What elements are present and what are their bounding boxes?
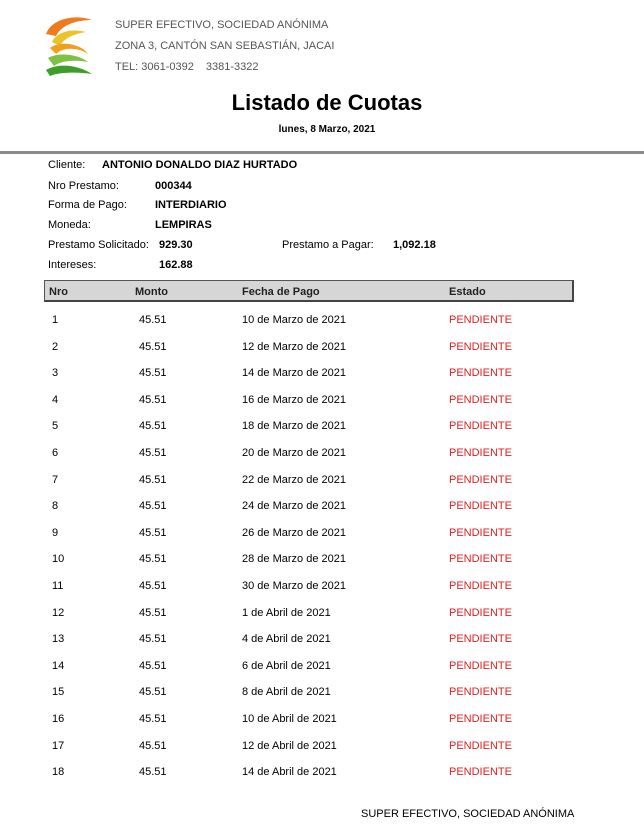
header-monto: Monto xyxy=(135,286,168,298)
cell-fecha: 24 de Marzo de 2021 xyxy=(242,500,346,513)
cell-estado: PENDIENTE xyxy=(449,659,512,672)
cell-monto: 45.51 xyxy=(139,633,167,646)
cell-monto: 45.51 xyxy=(139,686,167,699)
cell-monto: 45.51 xyxy=(139,766,167,779)
cell-fecha: 10 de Abril de 2021 xyxy=(242,713,337,725)
table-row xyxy=(0,420,644,446)
table-row xyxy=(0,367,644,393)
cell-nro: 15 xyxy=(52,686,65,699)
table-row xyxy=(0,500,644,526)
header-divider xyxy=(0,151,644,154)
cell-fecha: 6 de Abril de 2021 xyxy=(242,659,331,672)
cell-monto: 45.51 xyxy=(139,526,167,539)
cell-monto: 45.51 xyxy=(139,606,167,619)
company-logo-icon xyxy=(42,14,94,76)
table-row xyxy=(0,394,644,420)
company-header xyxy=(115,15,334,78)
cell-fecha: 14 de Abril de 2021 xyxy=(242,766,337,779)
cell-nro: 7 xyxy=(52,473,59,486)
table-row xyxy=(0,580,644,606)
cell-fecha: 10 de Marzo de 2021 xyxy=(242,314,346,326)
cell-monto: 45.51 xyxy=(139,367,167,380)
table-row xyxy=(0,447,644,473)
cell-monto: 45.51 xyxy=(139,340,167,353)
currency-label: Moneda: xyxy=(48,219,91,231)
cell-nro: 17 xyxy=(52,739,65,752)
cell-fecha: 1 de Abril de 2021 xyxy=(242,606,331,619)
cell-estado: PENDIENTE xyxy=(449,526,512,539)
cell-monto: 45.51 xyxy=(139,580,167,592)
cell-monto: 45.51 xyxy=(139,713,167,725)
table-row xyxy=(0,527,644,553)
cell-monto: 45.51 xyxy=(139,393,167,406)
cell-estado: PENDIENTE xyxy=(449,580,512,592)
requested-loan-label: Prestamo Solicitado: xyxy=(48,239,149,251)
cell-monto: 45.51 xyxy=(139,553,167,566)
cell-monto: 45.51 xyxy=(139,739,167,752)
footer-company: SUPER EFECTIVO, SOCIEDAD ANÓNIMA xyxy=(361,808,575,820)
cell-estado: PENDIENTE xyxy=(449,686,512,699)
interest-label: Intereses: xyxy=(48,259,97,271)
cell-nro: 18 xyxy=(52,766,65,779)
cell-estado: PENDIENTE xyxy=(449,606,512,619)
cell-estado: PENDIENTE xyxy=(449,500,512,513)
header-nro: Nro xyxy=(49,286,68,298)
table-row xyxy=(0,607,644,633)
cell-nro: 3 xyxy=(52,367,59,380)
loan-to-pay-value: 1,092.18 xyxy=(393,239,436,251)
loan-number-value: 000344 xyxy=(155,180,192,192)
company-phones xyxy=(115,57,334,78)
currency-value: LEMPIRAS xyxy=(155,219,212,231)
table-row xyxy=(0,341,644,367)
header-estado: Estado xyxy=(449,286,486,298)
table-row xyxy=(0,740,644,766)
cell-nro: 8 xyxy=(52,500,59,513)
table-row xyxy=(0,633,644,659)
company-phone-2: 3381-3322 xyxy=(205,61,259,73)
cell-estado: PENDIENTE xyxy=(449,739,512,752)
client-label: Cliente: xyxy=(48,159,86,171)
report-title: Listado de Cuotas xyxy=(231,90,423,115)
cell-estado: PENDIENTE xyxy=(449,393,512,406)
cell-nro: 16 xyxy=(52,713,65,725)
header-fecha: Fecha de Pago xyxy=(242,286,320,298)
interest-value: 162.88 xyxy=(159,259,193,271)
cell-estado: PENDIENTE xyxy=(449,553,512,566)
cell-fecha: 26 de Marzo de 2021 xyxy=(242,526,346,539)
cell-monto: 45.51 xyxy=(139,500,167,513)
company-phone-1: TEL: 3061-0392 xyxy=(115,61,194,73)
cell-fecha: 20 de Marzo de 2021 xyxy=(242,447,346,459)
cell-nro: 13 xyxy=(52,633,65,646)
cell-nro: 9 xyxy=(52,526,59,539)
company-name: SUPER EFECTIVO, SOCIEDAD ANÓNIMA xyxy=(115,19,329,31)
cell-nro: 10 xyxy=(52,553,65,566)
cell-estado: PENDIENTE xyxy=(449,314,512,326)
cell-estado: PENDIENTE xyxy=(449,340,512,353)
client-name: ANTONIO DONALDO DIAZ HURTADO xyxy=(102,159,298,171)
table-row xyxy=(0,314,644,340)
table-row xyxy=(0,686,644,712)
cell-fecha: 14 de Marzo de 2021 xyxy=(242,367,346,380)
cell-monto: 45.51 xyxy=(139,420,167,433)
payment-form-label: Forma de Pago: xyxy=(48,199,127,211)
table-header xyxy=(44,280,574,302)
payment-form-value: INTERDIARIO xyxy=(155,199,227,211)
cell-nro: 2 xyxy=(52,340,59,353)
cell-fecha: 4 de Abril de 2021 xyxy=(242,633,331,646)
report-date: lunes, 8 Marzo, 2021 xyxy=(278,124,376,135)
cell-monto: 45.51 xyxy=(139,659,167,672)
cell-monto: 45.51 xyxy=(139,314,167,326)
cell-nro: 4 xyxy=(52,393,59,406)
cell-estado: PENDIENTE xyxy=(449,367,512,380)
cell-nro: 11 xyxy=(52,580,64,592)
cell-estado: PENDIENTE xyxy=(449,633,512,646)
table-row xyxy=(0,713,644,739)
cell-fecha: 28 de Marzo de 2021 xyxy=(242,553,346,566)
requested-loan-value: 929.30 xyxy=(159,239,193,251)
table-row xyxy=(0,766,644,792)
cell-nro: 14 xyxy=(52,659,65,672)
cell-nro: 6 xyxy=(52,447,59,459)
table-row xyxy=(0,553,644,579)
cell-estado: PENDIENTE xyxy=(449,766,512,779)
loan-to-pay-label: Prestamo a Pagar: xyxy=(282,239,374,251)
cell-monto: 45.51 xyxy=(139,473,167,486)
cell-estado: PENDIENTE xyxy=(449,473,512,486)
cell-monto: 45.51 xyxy=(139,447,167,459)
cell-nro: 1 xyxy=(52,314,59,326)
table-row xyxy=(0,660,644,686)
cell-fecha: 22 de Marzo de 2021 xyxy=(242,473,346,486)
cell-fecha: 12 de Abril de 2021 xyxy=(242,739,337,752)
cell-fecha: 8 de Abril de 2021 xyxy=(242,686,331,699)
cell-fecha: 16 de Marzo de 2021 xyxy=(242,393,346,406)
cell-nro: 5 xyxy=(52,420,59,433)
cell-estado: PENDIENTE xyxy=(449,447,512,459)
table-row xyxy=(0,474,644,500)
cell-fecha: 30 de Marzo de 2021 xyxy=(242,580,346,592)
cell-fecha: 12 de Marzo de 2021 xyxy=(242,340,346,353)
company-address: ZONA 3, CANTÓN SAN SEBASTIÁN, JACAI xyxy=(115,40,335,52)
cell-estado: PENDIENTE xyxy=(449,713,512,725)
loan-number-label: Nro Prestamo: xyxy=(48,180,119,192)
cell-fecha: 18 de Marzo de 2021 xyxy=(242,420,346,433)
cell-nro: 12 xyxy=(52,606,65,619)
cell-estado: PENDIENTE xyxy=(449,420,512,433)
